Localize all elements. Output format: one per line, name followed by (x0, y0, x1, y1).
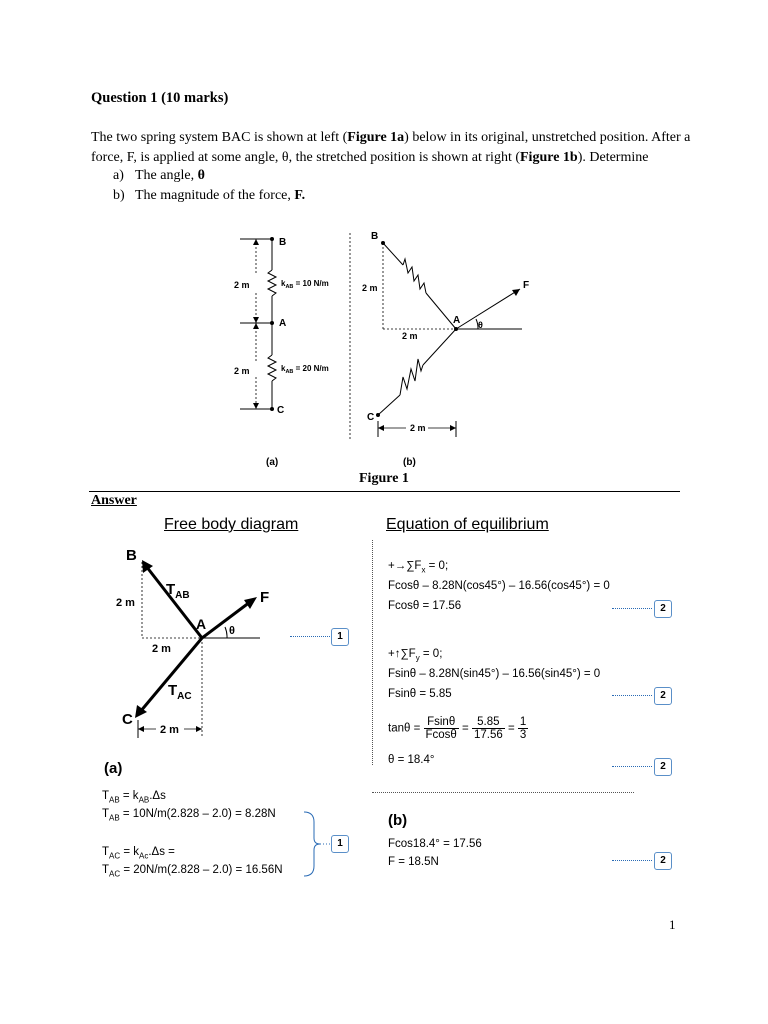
part-a-label: (a) (104, 760, 123, 777)
mark-force: 2 (654, 852, 672, 870)
svg-text:(a): (a) (266, 457, 279, 468)
svg-text:B: B (371, 231, 379, 242)
fcos-result: Fcosθ = 17.56 (388, 600, 462, 612)
svg-text:2 m: 2 m (160, 724, 179, 736)
fsin-result: Fsinθ = 5.85 (388, 688, 452, 700)
svg-text:B: B (279, 237, 287, 248)
svg-text:2 m: 2 m (152, 643, 171, 655)
svg-text:TAC: $T_{AC}$ (168, 682, 192, 702)
sum-fx-header: $+\to\sum F_x = 0$; (388, 560, 449, 575)
answer-divider (89, 491, 680, 492)
question-intro: The two spring system BAC is shown at left (Figure 1a) below in its original, unstretched position. After a force, F, is applied at some angle, θ, the stretched position is shown at right (Figure 1b). Determine (91, 130, 691, 165)
svg-text:2 m: 2 m (234, 280, 250, 290)
svg-text:2 m: 2 m (402, 331, 418, 341)
tension-eq-1: $T_{AB} = k_{AB}.\Delta s$ (102, 790, 166, 805)
figure-1a (234, 237, 329, 468)
svg-text:A: A (196, 616, 207, 632)
sum-fy-header: $+↑\sum F_y = 0$; (388, 648, 443, 663)
figure-1b (362, 231, 529, 468)
mark-fy: 2 (654, 687, 672, 705)
part-b-equation: Fcos18.4° = 17.56 (388, 838, 482, 850)
fbd-title: Free body diagram (164, 516, 299, 533)
svg-text:C: C (367, 412, 375, 423)
figure-1b-ref: Figure 1b (520, 150, 578, 165)
sum-fy-equation: Fsinθ – 8.28N(sin45°) – 16.56(sin45°) = 0 (388, 668, 601, 680)
mark-leader (290, 636, 330, 637)
column-divider (372, 540, 373, 765)
task-a: a) The angle, θ (113, 168, 205, 183)
svg-text:F: F (260, 589, 270, 606)
svg-text:A: A (279, 318, 287, 329)
task-b: b) The magnitude of the force, F. (113, 188, 306, 203)
question-title: Question 1 (10 marks) (91, 90, 229, 106)
svg-text:A: A (453, 315, 461, 326)
svg-text:C: C (277, 405, 285, 416)
part-divider (372, 792, 634, 793)
tension-bracket (302, 810, 332, 878)
svg-text:2 m: 2 m (362, 283, 378, 293)
figure-1 (220, 225, 540, 470)
mark-fbd: 1 (331, 628, 349, 646)
svg-text:TAB: $T_{AB}$ (166, 581, 190, 601)
svg-text:2 m: 2 m (116, 597, 135, 609)
mark-leader (612, 766, 652, 767)
part-b-label: (b) (388, 812, 408, 829)
svg-text:2 m: 2 m (234, 366, 250, 376)
svg-text:B: B (126, 547, 137, 564)
svg-text:C: C (122, 711, 133, 728)
tension-eq-4: $T_{AC} = 20N/m(2.828 - 2.0) = 16.56N$ (102, 864, 283, 879)
equilibrium-title: Equation of equilibrium (386, 516, 549, 533)
tan-equation: tanθ = $\frac{Fsin\theta}{Fcos\theta}$ = $\frac{5.85}{17.56}$ = $\frac{1}{3}$ (388, 716, 527, 741)
mark-tension: 1 (331, 835, 349, 853)
mark-theta: 2 (654, 758, 672, 776)
svg-text:kAB = 20 N/m: $k_{AB} = 20$ N/m (281, 364, 329, 375)
page-number: 1 (669, 917, 676, 932)
answer-label: Answer (91, 493, 137, 508)
mark-leader (612, 608, 652, 609)
mark-leader (612, 695, 652, 696)
sum-fx-equation: Fcosθ – 8.28N(cos45°) – 16.56(cos45°) = 0 (388, 580, 610, 592)
figure-1a-ref: Figure 1a (347, 130, 405, 145)
svg-text:2 m: 2 m (410, 423, 426, 433)
svg-text:(b): (b) (403, 457, 416, 468)
free-body-diagram (110, 540, 310, 740)
figure-caption: Figure 1 (359, 471, 409, 486)
tension-eq-3: $T_{AC} = k_{Ac}.\Delta s$ = (102, 846, 175, 861)
svg-text:F: F (523, 280, 530, 291)
svg-text:kAB = 10 N/m: $k_{AB} = 10$ N/m (281, 279, 329, 290)
theta-result: θ = 18.4° (388, 754, 435, 766)
force-result: F = 18.5N (388, 856, 439, 868)
mark-leader (612, 860, 652, 861)
tension-eq-2: $T_{AB} = 10N/m(2.828 - 2.0) = 8.28N$ (102, 808, 276, 823)
svg-text:θ: θ (478, 320, 483, 330)
svg-text:θ: θ (229, 625, 235, 637)
mark-fx: 2 (654, 600, 672, 618)
